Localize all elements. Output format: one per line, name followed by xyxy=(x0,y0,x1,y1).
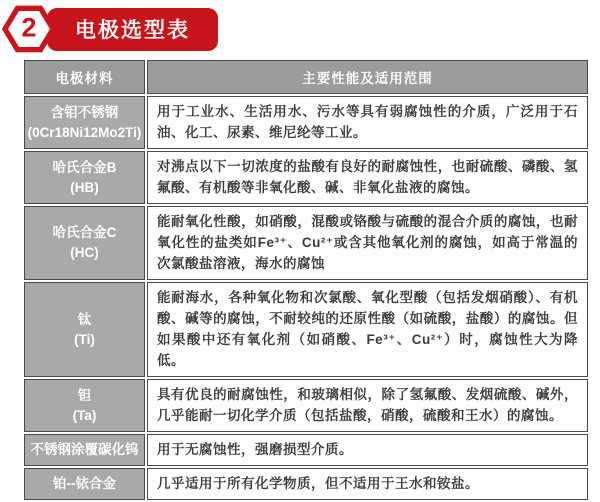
description-cell: 能耐海水，各种氧化物和次氯酸、氧化型酸（包括发烟硝酸）、有机酸、碱等的腐蚀，不耐较纯的还原性酸（如硫酸，盐酸）的腐蚀。但如果酸中还有氧化剂（如硝酸、Fe³⁺、Cu²⁺）时，腐蚀性大为降低。 xyxy=(147,282,588,377)
description-cell: 几乎适用于所有化学物质，但不适用于王水和铵盐。 xyxy=(147,468,588,500)
description-cell: 用于工业水、生活用水、污水等具有弱腐蚀性的介质，广泛用于石油、化工、尿素、维尼纶等工业。 xyxy=(147,96,588,149)
description-cell: 用于无腐蚀性，强磨损型介质。 xyxy=(147,434,588,466)
column-header-material: 电极材料 xyxy=(24,60,145,94)
material-cell: 不锈钢涂覆碳化钨 xyxy=(24,434,145,466)
material-cell: 钛 (Ti) xyxy=(24,282,145,377)
table-row xyxy=(24,206,588,280)
table-row xyxy=(24,468,588,500)
material-cell: 哈氏合金C (HC) xyxy=(24,206,145,280)
material-cell: 钽 (Ta) xyxy=(24,379,145,432)
material-cell: 含钼不锈钢 (0Cr18Ni12Mo2Ti) xyxy=(24,96,145,149)
table-row xyxy=(24,96,588,149)
description-cell: 对沸点以下一切浓度的盐酸有良好的耐腐蚀性，也耐硫酸、磷酸、氢氟酸、有机酸等非氧化酸、碱、非氧化盐液的腐蚀。 xyxy=(147,151,588,204)
material-cell: 哈氏合金B (HB) xyxy=(24,151,145,204)
table-header-row xyxy=(24,60,588,94)
page-title: 电极选型表 xyxy=(47,8,218,51)
description-cell: 具有优良的耐腐蚀性，和玻璃相似，除了氢氟酸、发烟硫酸、碱外，几乎能耐一切化学介质（包括盐酸，硝酸，硫酸和王水）的腐蚀。 xyxy=(147,379,588,432)
material-cell: 铂--铱合金 xyxy=(24,468,145,500)
section-number-badge xyxy=(2,4,56,54)
table-row xyxy=(24,282,588,377)
electrode-selection-table xyxy=(22,58,590,502)
section-number: 2 xyxy=(21,12,37,43)
table-row xyxy=(24,434,588,466)
table-row xyxy=(24,379,588,432)
table-row xyxy=(24,151,588,204)
description-cell: 能耐氧化性酸，如硝酸，混酸或铬酸与硫酸的混合介质的腐蚀，也耐氧化性的盐类如Fe³⁺、Cu²⁺或含其他氧化剂的腐蚀，如高于常温的次氯酸盐溶液，海水的腐蚀 xyxy=(147,206,588,280)
section-header xyxy=(0,0,600,54)
column-header-performance: 主要性能及适用范围 xyxy=(147,60,588,94)
